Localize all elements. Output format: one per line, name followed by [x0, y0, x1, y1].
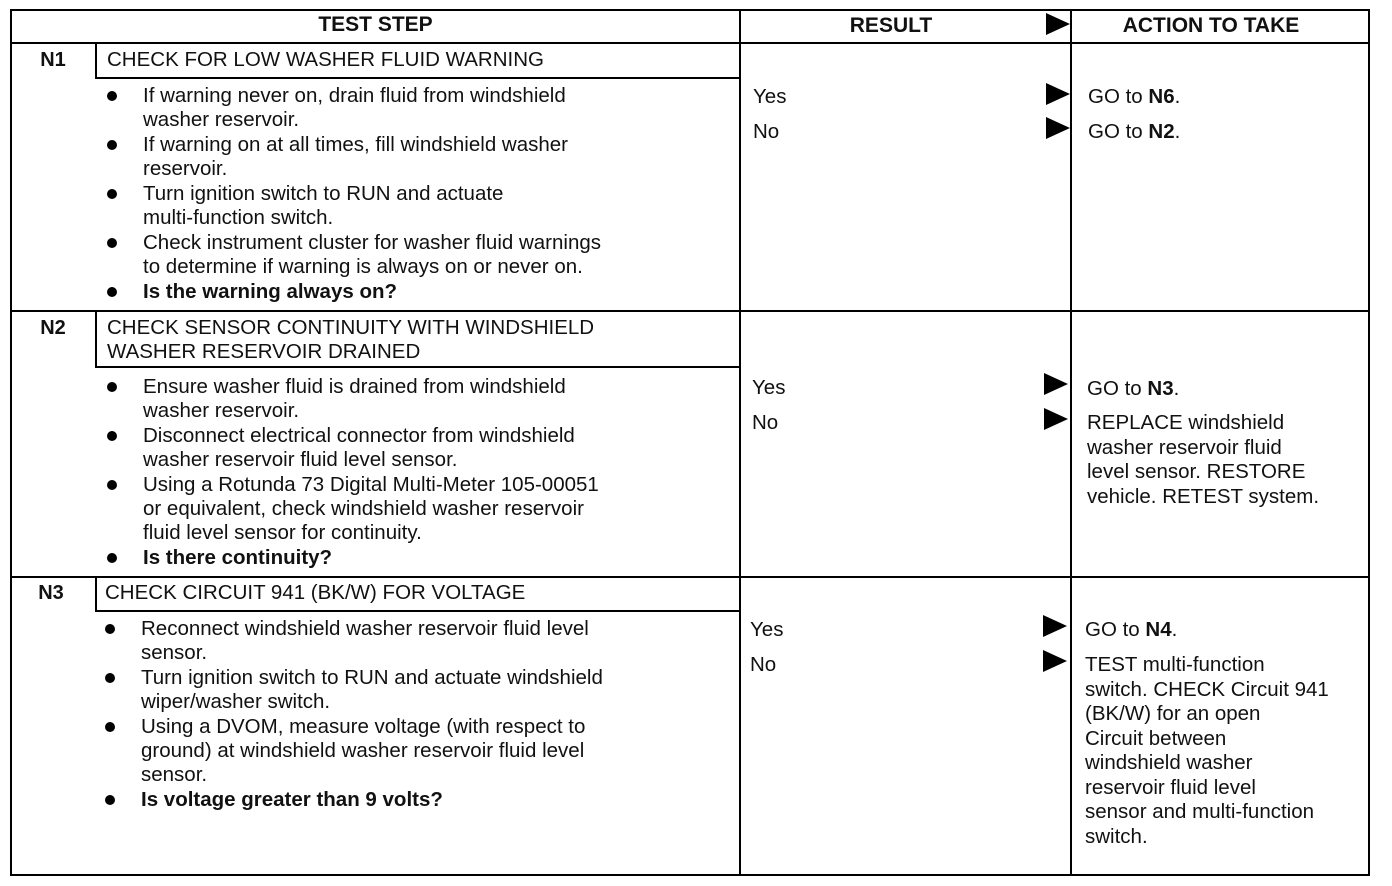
- list-item: Disconnect electrical connector from windshield washer reservoir fluid level sensor.: [107, 424, 599, 472]
- list-item: If warning never on, drain fluid from windshield washer reservoir.: [107, 84, 601, 132]
- step-list-n3: [105, 617, 603, 813]
- list-item: Reconnect windshield washer reservoir fluid level sensor.: [105, 617, 603, 665]
- list-item: If warning on at all times, fill windshield washer reservoir.: [107, 133, 601, 181]
- list-item: Using a Rotunda 73 Digital Multi-Meter 105-00051 or equivalent, check windshield washer reservoir fluid level sensor for continuity.: [107, 473, 599, 545]
- id-divider-n3: [95, 577, 97, 611]
- table-border-left: [10, 9, 12, 876]
- result-arrow-icon: [1046, 117, 1070, 139]
- action-no-n1: GO to N2.: [1088, 120, 1181, 143]
- list-item-question: Is there continuity?: [107, 546, 599, 570]
- action-no-n2: REPLACE windshield washer reservoir fluid level sensor. RESTORE vehicle. RETEST system.: [1087, 411, 1320, 508]
- step-id-n3: N3: [38, 582, 64, 604]
- result-yes-n3: Yes: [750, 618, 784, 641]
- result-arrow-icon: [1044, 408, 1068, 430]
- list-item-question: Is voltage greater than 9 volts?: [105, 788, 603, 812]
- header-action: ACTION TO TAKE: [1122, 14, 1300, 37]
- col-divider-result: [739, 9, 741, 876]
- step-title-n1: CHECK FOR LOW WASHER FLUID WARNING: [107, 48, 544, 71]
- list-item: Using a DVOM, measure voltage (with respect to ground) at windshield washer reservoir fluid level sensor.: [105, 715, 603, 787]
- title-underline-n3: [95, 610, 739, 612]
- result-no-n1: No: [753, 120, 780, 143]
- result-yes-n1: Yes: [753, 85, 787, 108]
- header-arrow-icon: [1046, 13, 1070, 35]
- action-yes-n3: GO to N4.: [1085, 618, 1178, 641]
- step-title-n3: CHECK CIRCUIT 941 (BK/W) FOR VOLTAGE: [105, 581, 526, 604]
- result-no-n3: No: [750, 653, 777, 676]
- col-divider-action: [1070, 9, 1072, 876]
- result-no-n2: No: [752, 411, 779, 434]
- header-result: RESULT: [849, 14, 933, 37]
- list-item: Turn ignition switch to RUN and actuate multi-function switch.: [107, 182, 601, 230]
- table-border-right: [1368, 9, 1370, 876]
- step-list-n1: [107, 84, 601, 305]
- result-arrow-icon: [1044, 373, 1068, 395]
- action-yes-n2: GO to N3.: [1087, 377, 1180, 400]
- header-test-step: TEST STEP: [318, 13, 433, 36]
- title-underline-n1: [95, 77, 739, 79]
- list-item: Check instrument cluster for washer fluid warnings to determine if warning is always on or never on.: [107, 231, 601, 279]
- result-arrow-icon: [1043, 615, 1067, 637]
- result-arrow-icon: [1046, 83, 1070, 105]
- result-yes-n2: Yes: [752, 376, 786, 399]
- step-id-n2: N2: [40, 317, 66, 339]
- list-item: Turn ignition switch to RUN and actuate windshield wiper/washer switch.: [105, 666, 603, 714]
- step-id-n1: N1: [40, 49, 66, 71]
- step-list-n2: [107, 375, 599, 571]
- result-arrow-icon: [1043, 650, 1067, 672]
- table-border-top: [10, 9, 1370, 11]
- action-no-n3: TEST multi-function switch. CHECK Circuit 941 (BK/W) for an open Circuit between windshield washer reservoir fluid level sensor and multi-function switch.: [1085, 653, 1329, 848]
- row-divider-n3: [10, 576, 1370, 578]
- table-border-bottom: [10, 874, 1370, 876]
- list-item-question: Is the warning always on?: [107, 280, 601, 304]
- action-yes-n1: GO to N6.: [1088, 85, 1181, 108]
- row-divider-n2: [10, 310, 1370, 312]
- header-divider: [10, 42, 1370, 44]
- list-item: Ensure washer fluid is drained from windshield washer reservoir.: [107, 375, 599, 423]
- title-underline-n2: [95, 366, 739, 368]
- step-title-n2: CHECK SENSOR CONTINUITY WITH WINDSHIELD WASHER RESERVOIR DRAINED: [107, 316, 595, 363]
